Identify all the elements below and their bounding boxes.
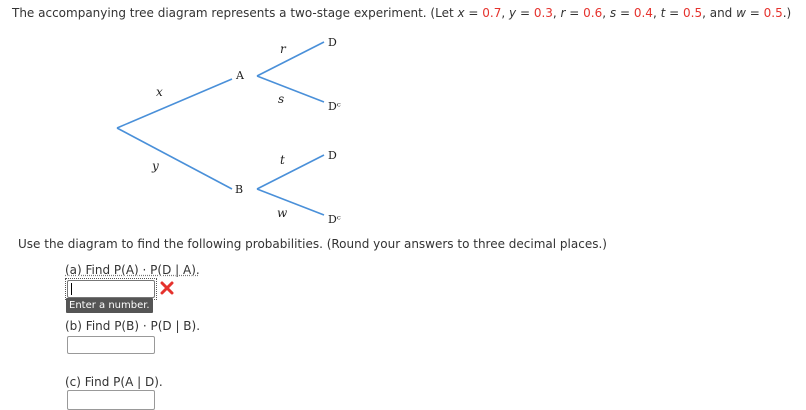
param-value-x: 0.7 [482, 6, 502, 20]
incorrect-x-icon [160, 281, 174, 298]
branch-w [257, 189, 324, 215]
param-var-t: t [660, 6, 666, 20]
param-value-y: 0.3 [533, 6, 553, 20]
param-value-s: 0.4 [633, 6, 653, 20]
outcome-dc-top: Dᶜ [328, 100, 341, 113]
param-value-w: 0.5 [763, 6, 783, 20]
answer-a-input[interactable] [67, 280, 155, 298]
text-caret [71, 283, 72, 295]
param-var-r: r [560, 6, 566, 20]
param-list: x = 0.7, y = 0.3, r = 0.6, s = 0.4, t = 0.5, and w = 0.5.) [457, 6, 792, 20]
enter-number-tooltip: Enter a number. [66, 298, 153, 313]
intro-text: The accompanying tree diagram represents a two-stage experiment. (Let [12, 6, 458, 20]
label-r: r [280, 42, 286, 56]
param-var-x: x [457, 6, 465, 20]
param-var-w: w [736, 6, 746, 20]
answer-b-input[interactable] [67, 336, 155, 354]
param-value-r: 0.6 [583, 6, 603, 20]
label-x: x [156, 85, 163, 99]
node-b: B [235, 183, 244, 196]
question-c-label: (c) Find P(A | D). [65, 375, 163, 389]
label-t: t [280, 153, 285, 167]
label-s: s [278, 92, 285, 106]
question-b-label: (b) Find P(B) · P(D | B). [65, 319, 201, 333]
instructions: Use the diagram to find the following probabilities. (Round your answers to three decimal places.) [18, 237, 607, 251]
param-value-t: 0.5 [683, 6, 703, 20]
branch-s [257, 76, 324, 102]
node-a: A [236, 69, 244, 82]
question-a-label: (a) Find P(A) · P(D | A). [65, 263, 200, 277]
branch-t [257, 155, 324, 189]
branch-r [257, 42, 324, 76]
outcome-d-top: D [328, 36, 337, 49]
outcome-d-bottom: D [328, 149, 337, 162]
param-var-s: s [609, 6, 617, 20]
outcome-dc-bottom: Dᶜ [328, 213, 341, 226]
label-w: w [277, 206, 288, 220]
answer-c-input[interactable] [67, 390, 155, 410]
branch-y [117, 128, 232, 189]
branch-x [117, 79, 232, 128]
param-var-y: y [509, 6, 517, 20]
label-y: y [152, 159, 159, 173]
